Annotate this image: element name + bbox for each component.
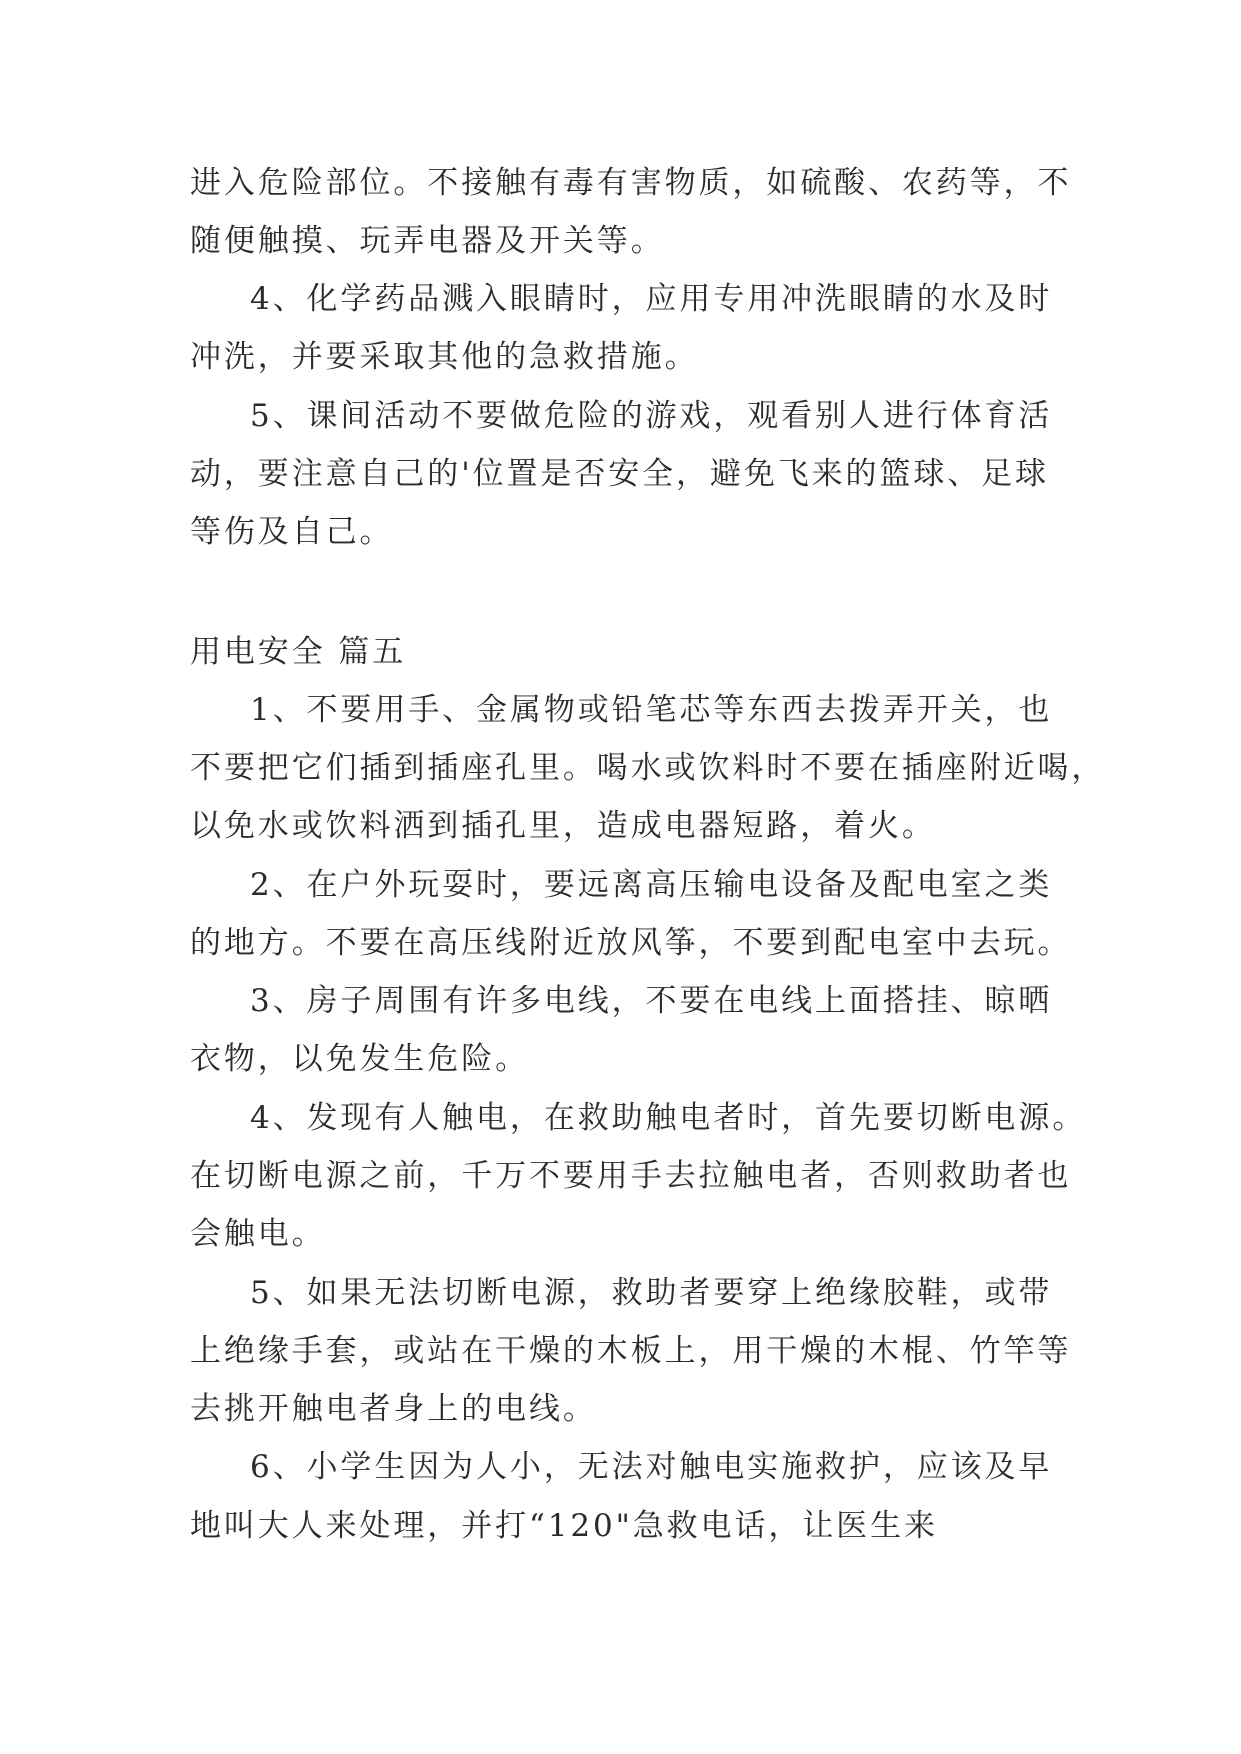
paragraph-line: 衣物，以免发生危险。 <box>190 1041 529 1077</box>
paragraph-line: 1、不要用手、金属物或铅笔芯等东西去拨弄开关，也 <box>250 692 1053 728</box>
paragraph-line: 5、如果无法切断电源，救助者要穿上绝缘胶鞋，或带 <box>250 1275 1053 1311</box>
paragraph-line: 动，要注意自己的'位置是否安全，避免飞来的篮球、足球 <box>190 456 1049 492</box>
paragraph-line: 冲洗，并要采取其他的急救措施。 <box>190 339 699 375</box>
section-heading: 用电安全 篇五 <box>190 634 407 670</box>
paragraph-line: 5、课间活动不要做危险的游戏，观看别人进行体育活 <box>250 398 1053 434</box>
paragraph-line: 6、小学生因为人小，无法对触电实施救护，应该及早 <box>250 1449 1053 1485</box>
paragraph-line: 上绝缘手套，或站在干燥的木板上，用干燥的木棍、竹竿等 <box>190 1333 1072 1369</box>
paragraph-line: 去挑开触电者身上的电线。 <box>190 1391 597 1427</box>
paragraph-line: 随便触摸、玩弄电器及开关等。 <box>190 223 665 259</box>
paragraph-line: 4、发现有人触电，在救助触电者时，首先要切断电源。 <box>250 1100 1087 1136</box>
paragraph-line: 进入危险部位。不接触有毒有害物质，如硫酸、农药等，不 <box>190 165 1072 201</box>
paragraph-line: 4、化学药品溅入眼睛时，应用专用冲洗眼睛的水及时 <box>250 281 1053 317</box>
paragraph-line: 2、在户外玩耍时，要远离高压输电设备及配电室之类 <box>250 867 1053 903</box>
paragraph-line: 在切断电源之前，千万不要用手去拉触电者，否则救助者也 <box>190 1158 1072 1194</box>
paragraph-line: 地叫大人来处理，并打“120"急救电话，让医生来 <box>190 1508 938 1544</box>
paragraph-line: 会触电。 <box>190 1216 326 1252</box>
paragraph-line: 3、房子周围有许多电线，不要在电线上面搭挂、晾晒 <box>250 983 1053 1019</box>
paragraph-line: 以免水或饮料洒到插孔里，造成电器短路，着火。 <box>190 808 936 844</box>
paragraph-line: 不要把它们插到插座孔里。喝水或饮料时不要在插座附近喝， <box>190 750 1106 786</box>
paragraph-line: 等伤及自己。 <box>190 514 394 550</box>
paragraph-line: 的地方。不要在高压线附近放风筝，不要到配电室中去玩。 <box>190 925 1072 961</box>
